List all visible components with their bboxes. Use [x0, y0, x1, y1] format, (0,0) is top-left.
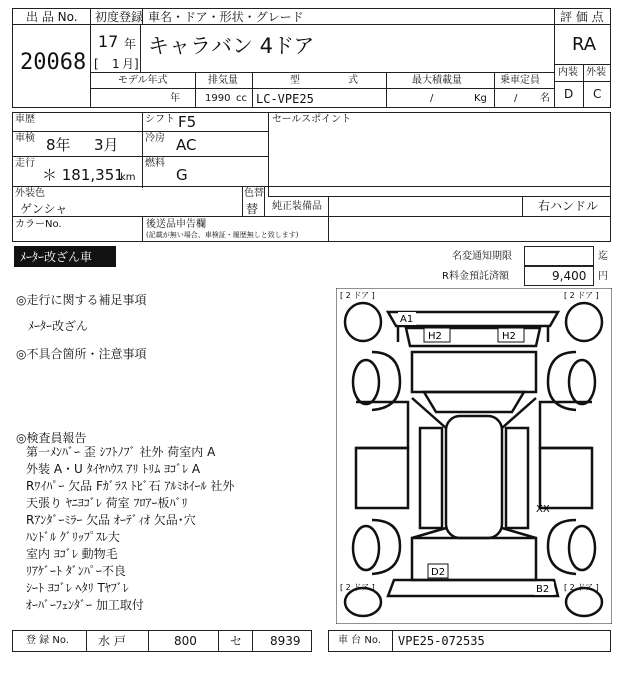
reg-kana: セ — [230, 634, 243, 648]
first-reg-year: 17 — [98, 32, 119, 51]
shift-label: シフト — [145, 114, 175, 125]
capacity-sep: / — [514, 93, 518, 104]
handle-value: 右ハンドル — [538, 199, 599, 213]
genuine-equip-label: 純正装備品 — [272, 201, 322, 212]
inspector-lines — [26, 446, 234, 616]
mark-d2: D2 — [431, 567, 446, 578]
overall-grade: RA — [572, 34, 597, 55]
reg-class: 800 — [174, 634, 197, 648]
color-change-label: 色替 — [244, 188, 264, 199]
inspector-line: Rﾜｲﾊﾟｰ 欠品 Fｶﾞﾗｽ ﾄﾋﾞ石 ｱﾙﾐﾎｲｰﾙ 社外 — [26, 479, 235, 493]
inspector-line: 外装 A・U ﾀｲﾔﾊｳｽ ｱﾘ ﾄﾘﾑ ﾖｺﾞﾚ A — [26, 462, 201, 476]
interior-grade: D — [564, 87, 574, 101]
inspector-line: ﾘｱｹﾞｰﾄ ﾀﾞﾝﾊﾟｰ不良 — [26, 564, 126, 578]
type-label-2: 式 — [348, 75, 358, 86]
mark-h2-right: H2 — [502, 331, 516, 342]
doors-top-right: [ 2 ドア ] — [564, 291, 599, 300]
tampered-meter-badge: ﾒｰﾀｰ改ざん車 — [14, 246, 116, 267]
inspector-line: ｼｰﾄ ﾖｺﾞﾚ ﾍﾀﾘ Tﾔﾌﾞﾚ — [26, 581, 129, 595]
reg-number: 8939 — [270, 634, 301, 648]
inspector-line: 第一ﾒﾝﾊﾞｰ 歪 ｼﾌﾄﾉﾌﾞ 社外 荷室内 A — [26, 445, 216, 459]
first-reg-label: 初度登録 — [95, 10, 144, 24]
reg-area: 水 戸 — [98, 634, 126, 648]
type-label: 型 — [290, 75, 300, 86]
lot-number: 20068 — [20, 50, 87, 75]
doors-bottom-left: [ 2 ドア ] — [340, 583, 375, 592]
max-load-label: 最大積載量 — [412, 75, 462, 86]
inspector-line: 天張り ﾔﾆﾖｺﾞﾚ 荷室 ﾌﾛｱｰ板ﾊﾞﾘ — [26, 496, 188, 510]
capacity-label: 乗車定員 — [500, 75, 540, 86]
max-load-sep: / — [430, 93, 434, 104]
mark-a1: A1 — [400, 314, 414, 325]
exterior-color-label: 外装色 — [15, 188, 45, 199]
interior-label: 内装 — [558, 67, 578, 78]
fuel-value: G — [176, 166, 188, 184]
grade-label: 評 価 点 — [560, 10, 604, 24]
inspection-label: 車検 — [15, 133, 35, 144]
mark-h2-left: H2 — [428, 331, 442, 342]
color-no-label: カラーNo. — [15, 219, 62, 230]
history-label: 車歴 — [15, 114, 35, 125]
lot-label: 出 品 No. — [26, 10, 78, 24]
shift-value: F5 — [178, 113, 197, 131]
name-change-box — [524, 246, 594, 266]
month-open: [ — [94, 57, 99, 71]
recycle-amount: 9,400 — [552, 269, 587, 283]
car-name: キャラバン 4ドア — [148, 34, 315, 58]
recycle-unit: 円 — [598, 271, 608, 282]
driving-heading: ◎走行に関する補足事項 — [16, 293, 147, 307]
name-change-label: 名変通知期限 — [452, 251, 512, 262]
recycle-label: R料金預託済額 — [442, 271, 509, 282]
displacement-unit: cc — [236, 93, 247, 104]
model-year-label: モデル年式 — [118, 75, 168, 86]
inspection-year: 8年 — [46, 136, 71, 154]
displacement-label: 排気量 — [208, 75, 238, 86]
first-reg-month: 1 — [112, 57, 120, 71]
year-unit: 年 — [124, 37, 137, 51]
color-change-value: 替 — [246, 202, 259, 216]
max-load-unit: Kg — [474, 93, 487, 104]
inspector-line: ﾊﾝﾄﾞﾙ ｸﾞﾘｯﾌﾟｽﾚ大 — [26, 530, 120, 544]
month-unit: 月] — [122, 57, 139, 71]
capacity-unit: 名 — [540, 93, 550, 104]
name-change-unit: 迄 — [598, 251, 608, 262]
doors-top-left: [ 2 ドア ] — [340, 291, 375, 300]
exterior-label: 外装 — [586, 67, 606, 78]
inspection-month: 3月 — [94, 136, 119, 154]
model-type: LC-VPE25 — [256, 92, 314, 106]
displacement-value: 1990 — [205, 93, 231, 104]
mark-b2: B2 — [536, 584, 550, 595]
mark-xx: XX — [536, 504, 550, 515]
car-outline — [345, 303, 602, 616]
doors-bottom-right: [ 2 ドア ] — [564, 583, 599, 592]
sales-point-label: セールスポイント — [272, 114, 352, 125]
chassis-label: 車 台 No. — [338, 635, 381, 646]
inspector-line: Rｱﾝﾀﾞｰﾐﾗｰ 欠品 ｵｰﾃﾞｨｵ 欠品･穴 — [26, 513, 196, 527]
inspector-line: 室内 ﾖｺﾞﾚ 動物毛 — [26, 547, 118, 561]
docs-note: (記載が無い場合、車検証・履歴無しと致します) — [146, 231, 299, 239]
model-year-unit: 年 — [170, 93, 180, 104]
mileage-value: ＊ 181,351 — [42, 166, 124, 184]
reg-label: 登 録 No. — [26, 635, 69, 646]
exterior-color-value: ゲンシャ — [20, 202, 68, 216]
fuel-label: 燃料 — [145, 158, 165, 169]
docs-label: 後送品申告欄 — [146, 219, 206, 230]
damage-marks — [398, 312, 554, 595]
mileage-label: 走行 — [15, 158, 35, 169]
mileage-unit: km — [120, 172, 136, 183]
inspector-line: ｵｰﾊﾞｰﾌｪﾝﾀﾞｰ 加工取付 — [26, 598, 144, 612]
driving-note: ﾒｰﾀｰ改ざん — [28, 319, 89, 333]
car-name-label: 車名・ドア・形状・グレード — [148, 10, 304, 24]
ac-label: 冷房 — [145, 133, 165, 144]
exterior-grade: C — [593, 87, 602, 101]
defect-heading: ◎不具合箇所・注意事項 — [16, 347, 147, 361]
inspector-heading: ◎検査員報告 — [16, 431, 87, 445]
car-damage-diagram — [336, 288, 612, 624]
ac-value: AC — [176, 136, 197, 154]
chassis-number: VPE25-072535 — [398, 634, 485, 648]
